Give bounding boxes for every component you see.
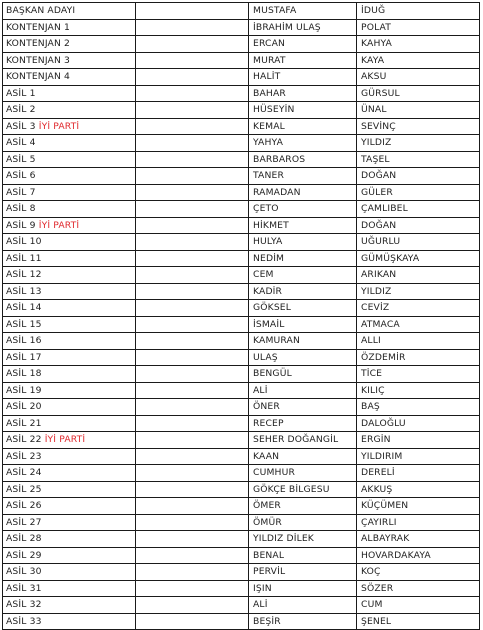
last-name-cell: CEVİZ [357, 300, 480, 317]
empty-cell [136, 481, 249, 498]
position-label: ASİL 31 [6, 582, 42, 594]
table-row [3, 36, 480, 53]
table-row [3, 547, 480, 564]
first-name-cell: MUSTAFA [249, 3, 357, 20]
first-name-cell: IŞIN [249, 580, 357, 597]
position-cell [3, 382, 136, 399]
candidate-list-body [3, 3, 480, 630]
table-row [3, 19, 480, 36]
last-name-cell: DERELİ [357, 465, 480, 482]
last-name-cell: GÜMÜŞKAYA [357, 250, 480, 267]
table-row [3, 531, 480, 548]
first-name-cell: CUMHUR [249, 465, 357, 482]
position-cell [3, 234, 136, 251]
table-row [3, 597, 480, 614]
position-label: ASİL 20 [6, 401, 42, 413]
table-row [3, 267, 480, 284]
first-name-cell: KAMURAN [249, 333, 357, 350]
table-row [3, 85, 480, 102]
position-label: ASİL 8 [6, 203, 36, 215]
position-label: ASİL 2 [6, 104, 36, 116]
first-name-cell: HÜSEYİN [249, 102, 357, 119]
table-row [3, 564, 480, 581]
table-row [3, 102, 480, 119]
last-name-cell: GÜLER [357, 184, 480, 201]
empty-cell [136, 217, 249, 234]
position-label: KONTENJAN 1 [6, 21, 71, 33]
position-label: ASİL 17 [6, 351, 42, 363]
table-row [3, 481, 480, 498]
last-name-cell: TİCE [357, 366, 480, 383]
last-name-cell: YILDIZ [357, 283, 480, 300]
table-row [3, 300, 480, 317]
position-label: KONTENJAN 2 [6, 38, 71, 50]
empty-cell [136, 316, 249, 333]
first-name-cell: İBRAHİM ULAŞ [249, 19, 357, 36]
empty-cell [136, 283, 249, 300]
first-name-cell: ÖMER [249, 498, 357, 515]
position-label: ASİL 33 [6, 615, 42, 627]
position-cell [3, 498, 136, 515]
first-name-cell: RECEP [249, 415, 357, 432]
first-name-cell: KADİR [249, 283, 357, 300]
empty-cell [136, 118, 249, 135]
empty-cell [136, 85, 249, 102]
party-tag: İYİ PARTİ [44, 434, 86, 446]
position-label: ASİL 11 [6, 252, 42, 264]
first-name-cell: ALİ [249, 597, 357, 614]
empty-cell [136, 102, 249, 119]
empty-cell [136, 201, 249, 218]
empty-cell [136, 465, 249, 482]
empty-cell [136, 52, 249, 69]
table-row [3, 415, 480, 432]
position-label: ASİL 24 [6, 467, 42, 479]
last-name-cell: SÖZER [357, 580, 480, 597]
position-label: ASİL 23 [6, 450, 42, 462]
candidate-list-table [2, 2, 480, 630]
position-label: ASİL 16 [6, 335, 42, 347]
position-cell [3, 168, 136, 185]
empty-cell [136, 597, 249, 614]
empty-cell [136, 547, 249, 564]
table-row [3, 316, 480, 333]
table-row [3, 168, 480, 185]
position-cell [3, 300, 136, 317]
position-label: ASİL 21 [6, 417, 42, 429]
position-label: ASİL 12 [6, 269, 42, 281]
position-cell [3, 432, 136, 449]
position-cell [3, 267, 136, 284]
last-name-cell: TAŞEL [357, 151, 480, 168]
last-name-cell: ÜNAL [357, 102, 480, 119]
last-name-cell: DOĞAN [357, 168, 480, 185]
last-name-cell: KAHYA [357, 36, 480, 53]
first-name-cell: PERVİL [249, 564, 357, 581]
table-row [3, 399, 480, 416]
first-name-cell: HALİT [249, 69, 357, 86]
empty-cell [136, 382, 249, 399]
empty-cell [136, 613, 249, 630]
empty-cell [136, 415, 249, 432]
table-row [3, 135, 480, 152]
table-row [3, 184, 480, 201]
table-row [3, 382, 480, 399]
empty-cell [136, 333, 249, 350]
table-row [3, 498, 480, 515]
position-label: ASİL 6 [6, 170, 36, 182]
party-tag: İYİ PARTİ [38, 120, 80, 132]
position-label: ASİL 27 [6, 516, 42, 528]
table-row [3, 3, 480, 20]
empty-cell [136, 250, 249, 267]
position-label: ASİL 7 [6, 186, 36, 198]
table-row [3, 201, 480, 218]
position-cell [3, 283, 136, 300]
position-cell [3, 465, 136, 482]
position-label: ASİL 19 [6, 384, 42, 396]
first-name-cell: BENGÜL [249, 366, 357, 383]
position-label: ASİL 30 [6, 566, 42, 578]
position-label: ASİL 3 [6, 120, 36, 132]
position-label: KONTENJAN 3 [6, 54, 71, 66]
position-cell [3, 514, 136, 531]
position-label: ASİL 10 [6, 236, 42, 248]
position-label: ASİL 13 [6, 285, 42, 297]
table-row [3, 118, 480, 135]
position-cell [3, 184, 136, 201]
first-name-cell: NEDİM [249, 250, 357, 267]
position-label: ASİL 29 [6, 549, 42, 561]
first-name-cell: HULYA [249, 234, 357, 251]
last-name-cell: DOĞAN [357, 217, 480, 234]
last-name-cell: SEVİNÇ [357, 118, 480, 135]
last-name-cell: ATMACA [357, 316, 480, 333]
position-label: BAŞKAN ADAYI [6, 5, 76, 17]
position-cell [3, 36, 136, 53]
position-cell [3, 217, 136, 234]
first-name-cell: BAHAR [249, 85, 357, 102]
position-cell [3, 531, 136, 548]
last-name-cell: AKSU [357, 69, 480, 86]
empty-cell [136, 19, 249, 36]
empty-cell [136, 3, 249, 20]
position-label: ASİL 18 [6, 368, 42, 380]
position-cell [3, 399, 136, 416]
position-label: KONTENJAN 4 [6, 71, 71, 83]
position-cell [3, 135, 136, 152]
last-name-cell: ÇAYIRLI [357, 514, 480, 531]
position-cell [3, 349, 136, 366]
first-name-cell: ERCAN [249, 36, 357, 53]
table-row [3, 151, 480, 168]
first-name-cell: YAHYA [249, 135, 357, 152]
first-name-cell: İSMAİL [249, 316, 357, 333]
empty-cell [136, 349, 249, 366]
position-cell [3, 52, 136, 69]
empty-cell [136, 300, 249, 317]
first-name-cell: KAAN [249, 448, 357, 465]
last-name-cell: BAŞ [357, 399, 480, 416]
table-row [3, 580, 480, 597]
table-row [3, 613, 480, 630]
last-name-cell: ŞENEL [357, 613, 480, 630]
first-name-cell: BARBAROS [249, 151, 357, 168]
first-name-cell: MURAT [249, 52, 357, 69]
last-name-cell: ALLI [357, 333, 480, 350]
position-cell [3, 580, 136, 597]
empty-cell [136, 69, 249, 86]
last-name-cell: ARIKAN [357, 267, 480, 284]
last-name-cell: UĞURLU [357, 234, 480, 251]
position-cell [3, 85, 136, 102]
last-name-cell: KÜÇÜMEN [357, 498, 480, 515]
first-name-cell: ÖNER [249, 399, 357, 416]
empty-cell [136, 399, 249, 416]
position-cell [3, 613, 136, 630]
position-cell [3, 448, 136, 465]
position-cell [3, 316, 136, 333]
empty-cell [136, 151, 249, 168]
position-cell [3, 250, 136, 267]
table-row [3, 234, 480, 251]
last-name-cell: ÖZDEMİR [357, 349, 480, 366]
table-row [3, 217, 480, 234]
last-name-cell: ÇAMLIBEL [357, 201, 480, 218]
first-name-cell: GÖKSEL [249, 300, 357, 317]
position-cell [3, 69, 136, 86]
position-cell [3, 3, 136, 20]
last-name-cell: YILDIRIM [357, 448, 480, 465]
last-name-cell: GÜRSUL [357, 85, 480, 102]
empty-cell [136, 267, 249, 284]
empty-cell [136, 448, 249, 465]
empty-cell [136, 366, 249, 383]
position-label: ASİL 14 [6, 302, 42, 314]
first-name-cell: ULAŞ [249, 349, 357, 366]
position-cell [3, 19, 136, 36]
table-row [3, 448, 480, 465]
first-name-cell: ÇETO [249, 201, 357, 218]
table-row [3, 283, 480, 300]
table-row [3, 349, 480, 366]
last-name-cell: İDUĞ [357, 3, 480, 20]
first-name-cell: ÖMÜR [249, 514, 357, 531]
empty-cell [136, 564, 249, 581]
position-label: ASİL 28 [6, 533, 42, 545]
position-label: ASİL 22 [6, 434, 42, 446]
table-row [3, 432, 480, 449]
position-cell [3, 481, 136, 498]
position-cell [3, 333, 136, 350]
last-name-cell: CUM [357, 597, 480, 614]
empty-cell [136, 135, 249, 152]
empty-cell [136, 234, 249, 251]
empty-cell [136, 36, 249, 53]
position-label: ASİL 9 [6, 219, 36, 231]
first-name-cell: HİKMET [249, 217, 357, 234]
first-name-cell: TANER [249, 168, 357, 185]
first-name-cell: CEM [249, 267, 357, 284]
last-name-cell: ALBAYRAK [357, 531, 480, 548]
last-name-cell: HOVARDAKAYA [357, 547, 480, 564]
table-row [3, 69, 480, 86]
last-name-cell: AKKUŞ [357, 481, 480, 498]
empty-cell [136, 498, 249, 515]
position-label: ASİL 15 [6, 318, 42, 330]
table-row [3, 366, 480, 383]
last-name-cell: POLAT [357, 19, 480, 36]
table-row [3, 514, 480, 531]
position-cell [3, 118, 136, 135]
table-row [3, 465, 480, 482]
empty-cell [136, 168, 249, 185]
position-cell [3, 547, 136, 564]
empty-cell [136, 184, 249, 201]
first-name-cell: SEHER DOĞANGİL [249, 432, 357, 449]
empty-cell [136, 531, 249, 548]
position-cell [3, 597, 136, 614]
last-name-cell: KILIÇ [357, 382, 480, 399]
empty-cell [136, 580, 249, 597]
position-label: ASİL 4 [6, 137, 36, 149]
last-name-cell: KAYA [357, 52, 480, 69]
position-cell [3, 564, 136, 581]
position-label: ASİL 5 [6, 153, 36, 165]
position-label: ASİL 32 [6, 599, 42, 611]
first-name-cell: BEŞİR [249, 613, 357, 630]
table-row [3, 52, 480, 69]
empty-cell [136, 514, 249, 531]
party-tag: İYİ PARTİ [38, 219, 80, 231]
table-row [3, 250, 480, 267]
position-cell [3, 201, 136, 218]
position-cell [3, 415, 136, 432]
position-cell [3, 366, 136, 383]
last-name-cell: DALOĞLU [357, 415, 480, 432]
first-name-cell: YILDIZ DİLEK [249, 531, 357, 548]
position-label: ASİL 25 [6, 483, 42, 495]
first-name-cell: KEMAL [249, 118, 357, 135]
position-cell [3, 102, 136, 119]
table-row [3, 333, 480, 350]
position-label: ASİL 1 [6, 87, 36, 99]
first-name-cell: ALİ [249, 382, 357, 399]
last-name-cell: YILDIZ [357, 135, 480, 152]
first-name-cell: RAMADAN [249, 184, 357, 201]
position-label: ASİL 26 [6, 500, 42, 512]
last-name-cell: KOÇ [357, 564, 480, 581]
last-name-cell: ERGİN [357, 432, 480, 449]
first-name-cell: BENAL [249, 547, 357, 564]
position-cell [3, 151, 136, 168]
empty-cell [136, 432, 249, 449]
first-name-cell: GÖKÇE BİLGESU [249, 481, 357, 498]
